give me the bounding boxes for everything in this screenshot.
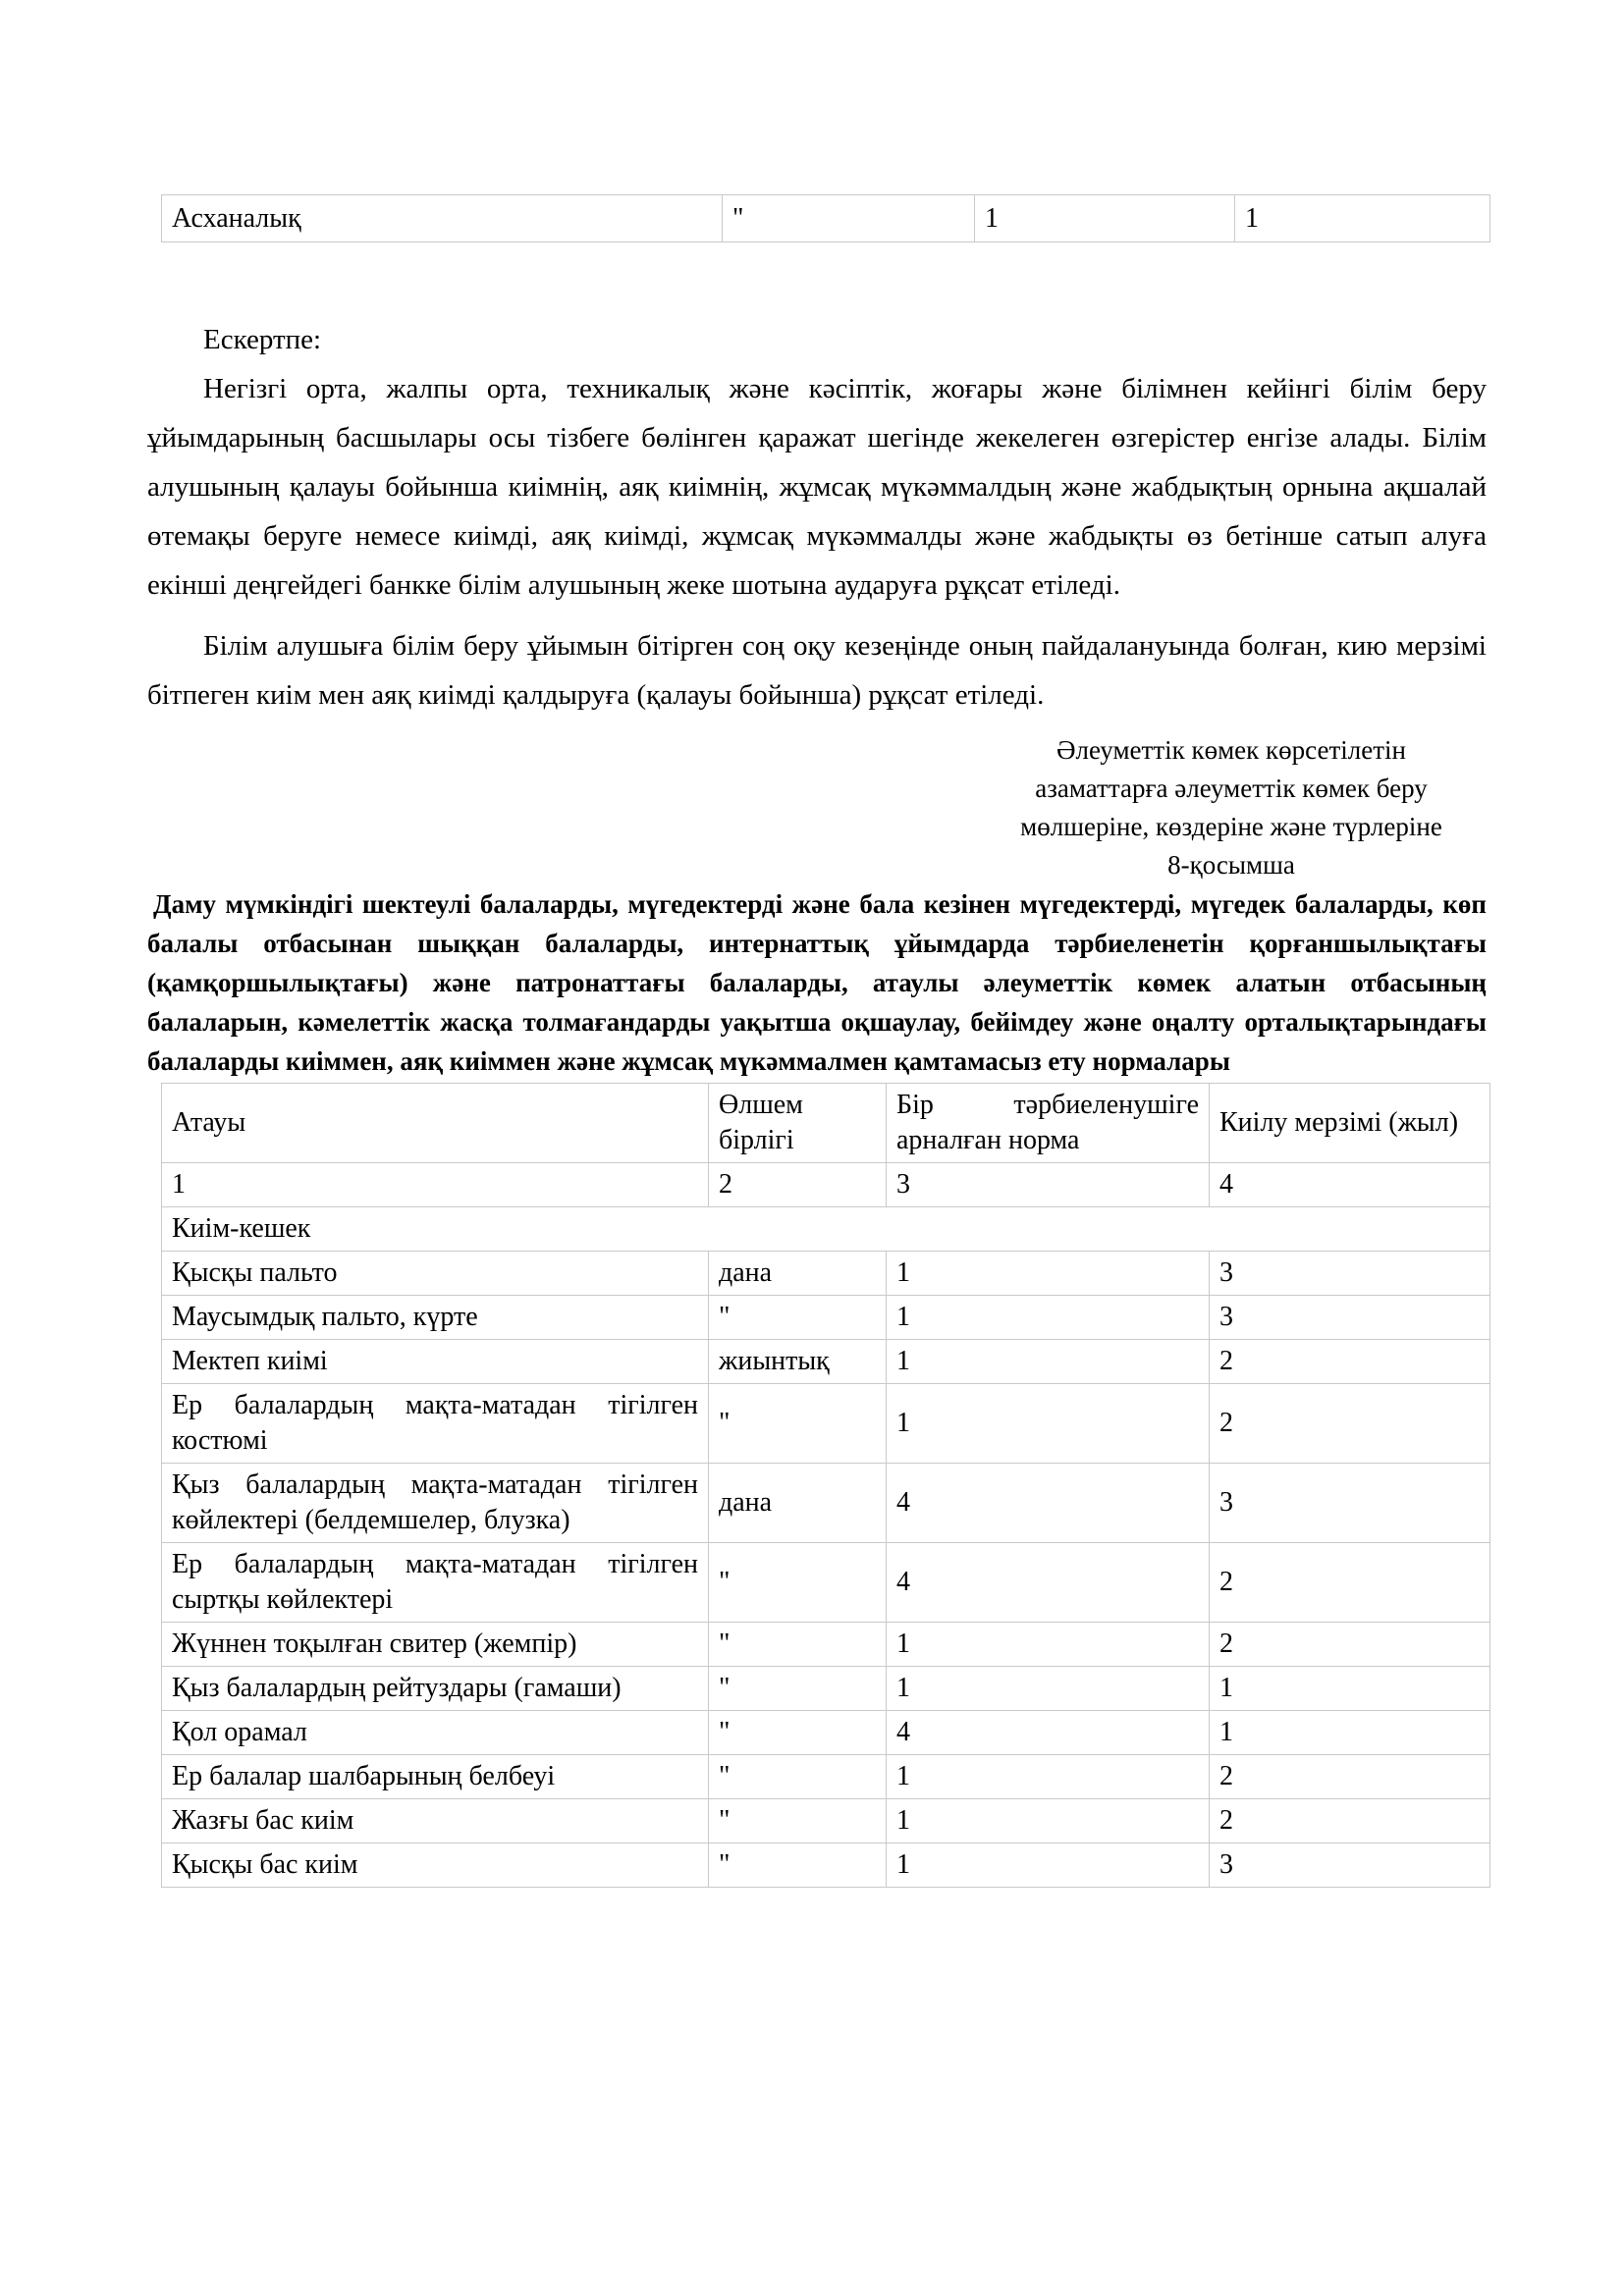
note-heading: Ескертпе:: [203, 324, 322, 355]
col-header-name: Атауы: [162, 1084, 709, 1163]
norm-cell: 1: [887, 1340, 1210, 1384]
norm-cell: 1: [887, 1755, 1210, 1799]
wear-period-cell: 2: [1210, 1384, 1490, 1464]
unit-cell: ": [723, 195, 975, 242]
column-number-cell: 1: [162, 1163, 709, 1207]
table-row: [162, 1252, 1490, 1296]
norm-cell: 1: [887, 1799, 1210, 1843]
table-row: [162, 1755, 1490, 1799]
wear-period-cell: 2: [1210, 1340, 1490, 1384]
wear-period-cell: 1: [1210, 1711, 1490, 1755]
norm-cell: 1: [887, 1667, 1210, 1711]
annex-line: мөлшеріне, көздеріне және түрлеріне: [1020, 812, 1442, 841]
note-paragraph-1: Негізгі орта, жалпы орта, техникалық және кәсіптік, жоғары және білімнен кейінгі білім беру ұйымдарының басшылары осы тізбеге бөлінген қаражат шегінде жекелеген өзгерістер енгізе алады. Білім алушының қалауы бойынша киімнің, аяқ киімнің, жұмсақ мүкәммалдың және жабдықтың орнына ақшалай өтемақы беруге немесе киімді, аяқ киімді, жұмсақ мүкәммалды және жабдықты өз бетінше сатып алуға екінші деңгейдегі банкке білім алушының жеке шотына аударуға рұқсат етіледі.: [147, 373, 1487, 601]
wear-period-cell: 3: [1210, 1464, 1490, 1543]
col-header-wear-period: Киілу мерзімі (жыл): [1210, 1084, 1490, 1163]
item-name-cell: Қысқы бас киім: [162, 1843, 709, 1888]
unit-cell: ": [709, 1755, 887, 1799]
table-row: [162, 1340, 1490, 1384]
norm-cell: 4: [887, 1543, 1210, 1623]
table-row: [162, 1711, 1490, 1755]
section-header-row: [162, 1207, 1490, 1252]
page-content: [0, 194, 1624, 1888]
item-name-cell: Ер балалардың мақта-матадан тігілген сыртқы көйлектері: [162, 1543, 709, 1623]
wear-period-cell: 3: [1210, 1252, 1490, 1296]
wear-period-cell: 1: [1210, 1667, 1490, 1711]
table-row: [162, 1384, 1490, 1464]
norm-cell: 1: [887, 1252, 1210, 1296]
table-row: [162, 1543, 1490, 1623]
item-name-cell: Ер балалардың мақта-матадан тігілген костюмі: [162, 1384, 709, 1464]
column-number-cell: 4: [1210, 1163, 1490, 1207]
item-name-cell: Қыз балалардың мақта-матадан тігілген көйлектері (белдемшелер, блузка): [162, 1464, 709, 1543]
note-paragraph-2: Білім алушыға білім беру ұйымын бітірген соң оқу кезеңінде оның пайдалануында болған, кию мерзімі бітпеген киім мен аяқ киімді қалдыруға (қалауы бойынша) рұқсат етіледі.: [147, 630, 1487, 711]
wear-period-cell: 3: [1210, 1843, 1490, 1888]
unit-cell: жиынтық: [709, 1340, 887, 1384]
annex-line: Әлеуметтік көмек көрсетілетін: [1056, 735, 1406, 765]
table-row: [162, 1667, 1490, 1711]
norm-cell: 1: [975, 195, 1235, 242]
wear-period-cell: 2: [1210, 1799, 1490, 1843]
norm-cell: 4: [887, 1711, 1210, 1755]
item-name-cell: Қыз балалардың рейтуздары (гамаши): [162, 1667, 709, 1711]
wear-period-cell: 1: [1235, 195, 1490, 242]
table-row: [162, 1296, 1490, 1340]
unit-cell: ": [709, 1799, 887, 1843]
unit-cell: ": [709, 1667, 887, 1711]
wear-period-cell: 2: [1210, 1623, 1490, 1667]
table-header-row: [162, 1084, 1490, 1163]
column-number-cell: 2: [709, 1163, 887, 1207]
continuation-table: [161, 194, 1490, 242]
wear-period-cell: 2: [1210, 1543, 1490, 1623]
column-number-row: [162, 1163, 1490, 1207]
unit-cell: ": [709, 1623, 887, 1667]
unit-cell: дана: [709, 1252, 887, 1296]
item-name-cell: Асханалық: [162, 195, 723, 242]
item-name-cell: Ер балалар шалбарының белбеуі: [162, 1755, 709, 1799]
annex-number: 8-қосымша: [1167, 850, 1295, 880]
col-header-unit: Өлшем бірлігі: [709, 1084, 887, 1163]
item-name-cell: Қысқы пальто: [162, 1252, 709, 1296]
col-header-norm: Бір тәрбиеленушіге арналған норма: [887, 1084, 1210, 1163]
unit-cell: ": [709, 1843, 887, 1888]
unit-cell: ": [709, 1543, 887, 1623]
table-row: [162, 1843, 1490, 1888]
table-row: [162, 1623, 1490, 1667]
unit-cell: дана: [709, 1464, 887, 1543]
norm-cell: 4: [887, 1464, 1210, 1543]
table-row: [162, 195, 1490, 242]
column-number-cell: 3: [887, 1163, 1210, 1207]
annex-reference-block: [976, 731, 1487, 884]
item-name-cell: Мектеп киімі: [162, 1340, 709, 1384]
wear-period-cell: 2: [1210, 1755, 1490, 1799]
item-name-cell: Жазғы бас киім: [162, 1799, 709, 1843]
table-row: [162, 1799, 1490, 1843]
item-name-cell: Маусымдық пальто, күрте: [162, 1296, 709, 1340]
section-header-cell: Киім-кешек: [162, 1207, 1490, 1252]
wear-period-cell: 3: [1210, 1296, 1490, 1340]
norms-table: [161, 1083, 1490, 1888]
unit-cell: ": [709, 1711, 887, 1755]
norms-title: Даму мүмкіндігі шектеулі балаларды, мүгедектерді және бала кезінен мүгедектерді, мүгедек балаларды, көп балалы отбасынан шыққан балаларды, интернаттық ұйымдарда тәрбиеленетін қорғаншылықтағы (қамқоршылықтағы) және патронаттағы балаларды, атаулы әлеуметтік көмек алатын отбасының балаларын, кәмелеттік жасқа толмағандарды уақытша оқшаулау, бейімдеу және оңалту орталықтарындағы балаларды киіммен, аяқ киіммен және жұмсақ мүкәммалмен қамтамасыз ету нормалары: [147, 889, 1487, 1076]
norm-cell: 1: [887, 1384, 1210, 1464]
unit-cell: ": [709, 1384, 887, 1464]
norm-cell: 1: [887, 1296, 1210, 1340]
norm-cell: 1: [887, 1623, 1210, 1667]
norm-cell: 1: [887, 1843, 1210, 1888]
table-row: [162, 1464, 1490, 1543]
item-name-cell: Жүннен тоқылған свитер (жемпір): [162, 1623, 709, 1667]
annex-line: азаматтарға әлеуметтік көмек беру: [1035, 774, 1428, 803]
item-name-cell: Қол орамал: [162, 1711, 709, 1755]
unit-cell: ": [709, 1296, 887, 1340]
